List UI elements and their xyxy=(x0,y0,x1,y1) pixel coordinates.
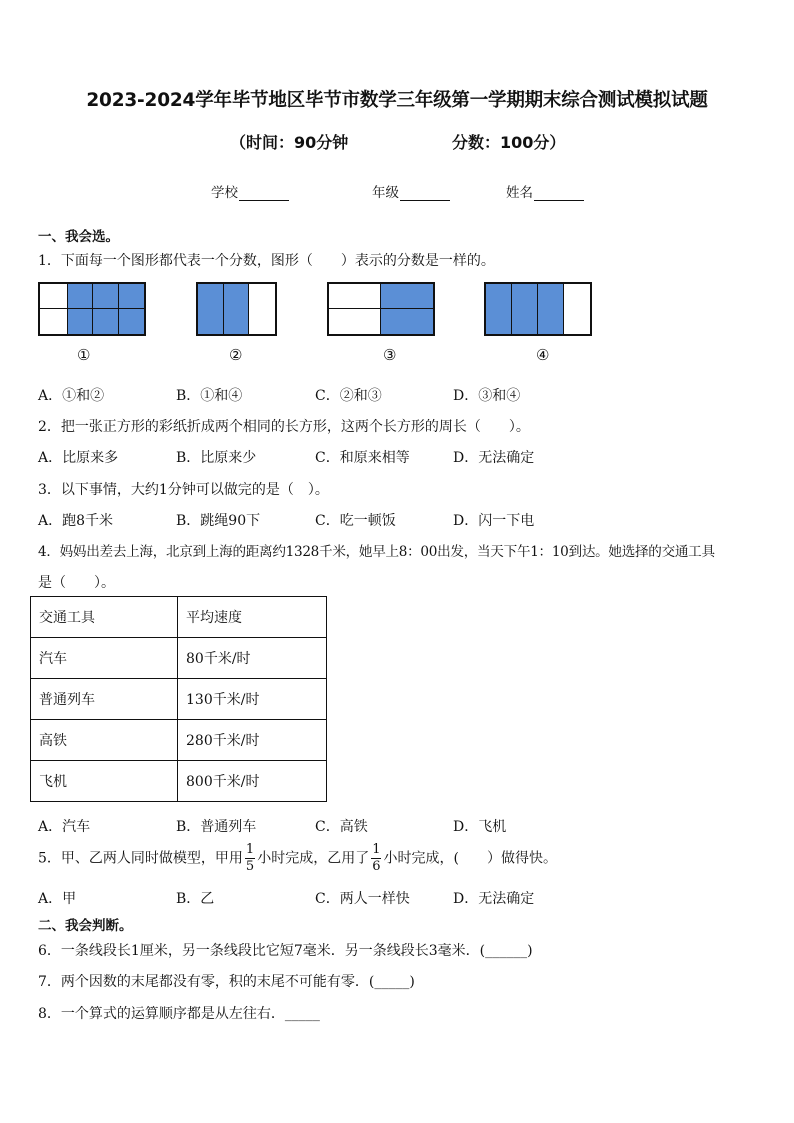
figure-3-cell xyxy=(329,309,381,334)
figure-1-cell xyxy=(40,284,68,309)
q5-option-d[interactable]: D．无法确定 xyxy=(453,891,535,907)
figure-3-label: ③ xyxy=(383,346,397,364)
question-5 xyxy=(38,842,557,875)
figure-4-cell-shaded xyxy=(512,284,538,334)
q5-text-1: 5．甲、乙两人同时做模型，甲用 xyxy=(38,850,243,867)
figure-4 xyxy=(484,282,592,336)
table-cell: 普通列车 xyxy=(31,679,178,720)
table-row xyxy=(31,679,327,720)
exam-time: （时间：90分钟 xyxy=(230,133,349,152)
figure-1-cell xyxy=(40,309,68,334)
question-8: 8．一个算式的运算顺序都是从左往右．_____ xyxy=(38,1006,320,1022)
exam-score: 分数：100分） xyxy=(452,133,566,152)
figure-2-cell xyxy=(249,284,275,334)
question-4-cont: 是（ ）。 xyxy=(38,575,115,591)
fraction-1-6 xyxy=(371,842,381,875)
q5-text-2: 小时完成，乙用了 xyxy=(257,850,370,867)
school-label: 学校 xyxy=(211,185,238,201)
figure-2-cell-shaded xyxy=(198,284,224,334)
figure-1-cell-shaded xyxy=(68,284,93,309)
q5-option-a[interactable]: A．甲 xyxy=(38,891,77,907)
grade-blank[interactable] xyxy=(400,188,450,201)
name-label: 姓名 xyxy=(506,185,533,201)
name-field[interactable] xyxy=(506,181,584,201)
figure-2-label: ② xyxy=(229,346,243,364)
figure-1-label: ① xyxy=(77,346,91,364)
question-4: 4．妈妈出差去上海，北京到上海的距离约1328千米，她早上8：00出发，当天下午1：10到达。她选择的交通工具 xyxy=(38,544,715,560)
q3-option-b[interactable]: B．跳绳90下 xyxy=(176,513,261,529)
page-title: 2023-2024学年毕节地区毕节市数学三年级第一学期期末综合测试模拟试题 xyxy=(86,90,708,111)
figure-4-cell-shaded xyxy=(538,284,564,334)
table-cell: 汽车 xyxy=(31,638,178,679)
q4-option-c[interactable]: C．高铁 xyxy=(315,819,368,835)
q2-option-d[interactable]: D．无法确定 xyxy=(453,450,535,466)
q2-option-b[interactable]: B．比原来少 xyxy=(176,450,257,466)
figure-3-cell-shaded xyxy=(381,309,433,334)
table-cell: 280千米/时 xyxy=(178,720,327,761)
q1-option-a[interactable]: A．①和② xyxy=(38,388,105,404)
question-6: 6．一条线段长1厘米，另一条线段比它短7毫米．另一条线段长3毫米．(______) xyxy=(38,943,533,959)
school-blank[interactable] xyxy=(239,188,289,201)
question-2: 2．把一张正方形的彩纸折成两个相同的长方形，这两个长方形的周长（ ）。 xyxy=(38,419,530,435)
q3-option-d[interactable]: D．闪一下电 xyxy=(453,513,535,529)
section-2-heading: 二、我会判断。 xyxy=(38,918,133,934)
table-cell: 80千米/时 xyxy=(178,638,327,679)
table-header-row xyxy=(31,597,327,638)
figure-2-cell-shaded xyxy=(224,284,250,334)
figure-4-label: ④ xyxy=(536,346,550,364)
q3-option-c[interactable]: C．吃一顿饭 xyxy=(315,513,396,529)
figure-1-cell-shaded xyxy=(68,309,93,334)
grade-label: 年级 xyxy=(372,185,399,201)
q1-option-d[interactable]: D．③和④ xyxy=(453,388,521,404)
q3-option-a[interactable]: A．跑8千米 xyxy=(38,513,114,529)
table-header-cell: 交通工具 xyxy=(31,597,178,638)
q2-option-c[interactable]: C．和原来相等 xyxy=(315,450,410,466)
fraction-numerator: 1 xyxy=(372,842,381,857)
figure-3-cell-shaded xyxy=(381,284,433,309)
table-header-cell: 平均速度 xyxy=(178,597,327,638)
figure-1-cell-shaded xyxy=(93,309,118,334)
figure-3 xyxy=(327,282,435,336)
q4-option-d[interactable]: D．飞机 xyxy=(453,819,507,835)
q5-option-b[interactable]: B．乙 xyxy=(176,891,215,907)
fraction-denominator: 5 xyxy=(245,859,255,874)
fraction-denominator: 6 xyxy=(372,859,381,874)
school-field[interactable] xyxy=(211,181,289,201)
section-1-heading: 一、我会选。 xyxy=(38,229,119,245)
table-cell: 130千米/时 xyxy=(178,679,327,720)
figure-1-cell-shaded xyxy=(93,284,118,309)
table-cell: 高铁 xyxy=(31,720,178,761)
table-cell: 800千米/时 xyxy=(178,761,327,802)
q5-option-c[interactable]: C．两人一样快 xyxy=(315,891,410,907)
table-cell: 飞机 xyxy=(31,761,178,802)
q1-option-b[interactable]: B．①和④ xyxy=(176,388,243,404)
figure-4-cell xyxy=(564,284,590,334)
figure-1-cell-shaded xyxy=(119,284,144,309)
figure-1 xyxy=(38,282,146,336)
figure-1-cell-shaded xyxy=(119,309,144,334)
table-row xyxy=(31,761,327,802)
q5-text-3: 小时完成，( ）做得快。 xyxy=(383,850,557,867)
table-row xyxy=(31,638,327,679)
question-1: 1．下面每一个图形都代表一个分数，图形（ ）表示的分数是一样的。 xyxy=(38,253,495,269)
figure-2 xyxy=(196,282,277,336)
q1-option-c[interactable]: C．②和③ xyxy=(315,388,382,404)
grade-field[interactable] xyxy=(372,181,450,201)
speed-table xyxy=(30,596,327,802)
q4-option-b[interactable]: B．普通列车 xyxy=(176,819,257,835)
fraction-1-5 xyxy=(245,842,255,875)
fraction-numerator: 1 xyxy=(245,842,255,857)
question-3: 3．以下事情，大约1分钟可以做完的是（ ）。 xyxy=(38,482,329,498)
q2-option-a[interactable]: A．比原来多 xyxy=(38,450,119,466)
table-row xyxy=(31,720,327,761)
figure-4-cell-shaded xyxy=(486,284,512,334)
q4-option-a[interactable]: A．汽车 xyxy=(38,819,91,835)
question-7: 7．两个因数的末尾都没有零，积的末尾不可能有零．(_____) xyxy=(38,974,415,990)
name-blank[interactable] xyxy=(534,188,584,201)
figure-3-cell xyxy=(329,284,381,309)
